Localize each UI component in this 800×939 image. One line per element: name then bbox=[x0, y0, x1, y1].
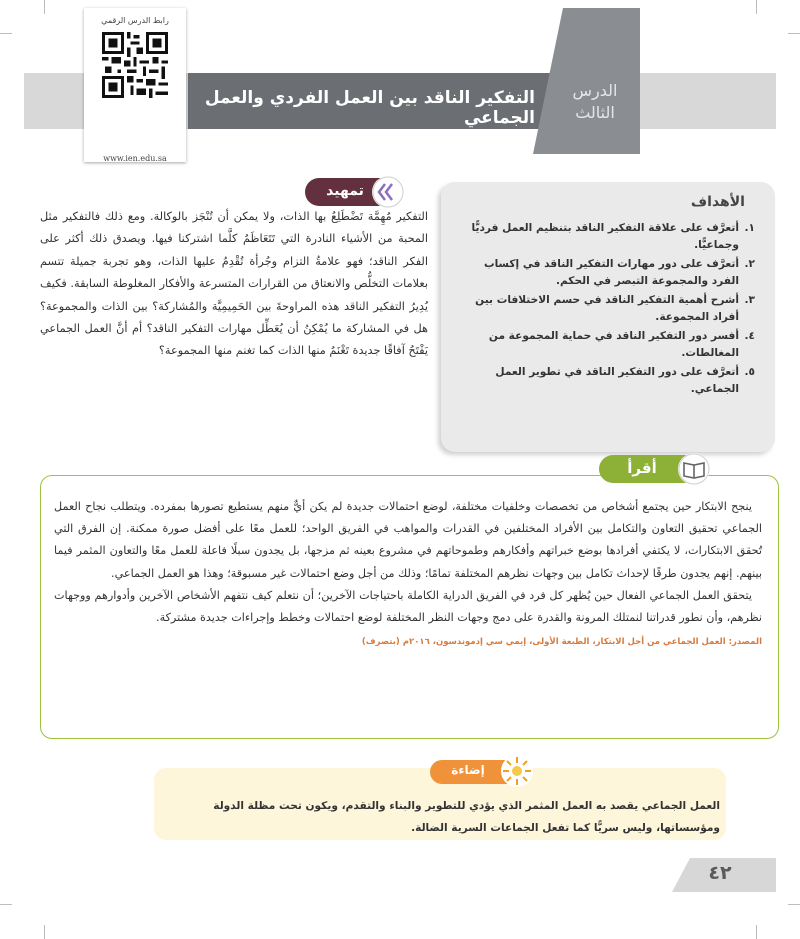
objective-item: ٢. أتعرَّف على دور مهارات التفكير الناقد في إكساب الفرد والمجموعة التبصر في الحكم. bbox=[483, 258, 755, 287]
crop-mark bbox=[756, 925, 757, 939]
qr-caption: رابط الدرس الرقمي bbox=[101, 16, 169, 25]
reading-source: المصدر: العمل الجماعي من أجل الابتكار، الطبعة الأولى، إيمي سي إدموندسون، ٢٠١٦م (بتصرف) bbox=[361, 637, 762, 648]
crop-mark bbox=[0, 904, 12, 905]
objective-item: ٥. أتعرَّف على دور التفكير الناقد في تطوير العمل الجماعي. bbox=[495, 366, 755, 395]
double-chevron-icon bbox=[372, 176, 404, 208]
crop-mark bbox=[44, 925, 45, 939]
lesson-label bbox=[560, 80, 630, 124]
objective-item: ١. أتعرَّف على علاقة التفكير الناقد بتنظيم العمل فرديًّا وجماعيًّا. bbox=[471, 222, 755, 251]
open-book-icon bbox=[678, 453, 710, 485]
qr-url[interactable]: www.ien.edu.sa bbox=[103, 154, 167, 163]
crop-mark bbox=[756, 0, 757, 14]
page-number: ٤٢ bbox=[708, 862, 732, 884]
objectives-title: الأهداف bbox=[690, 194, 745, 210]
objectives-list bbox=[459, 220, 755, 400]
crop-mark bbox=[0, 33, 12, 34]
spotlight-text: العمل الجماعي يقصد به العمل المثمر الذي يؤدي للتطوير والبناء والتقدم، ويكون تحت مظلة الدولة ومؤسساتها، وليس سريًّا كما تفعل الجماعات السرية الضالة. bbox=[213, 800, 720, 834]
lesson-label-line1: الدرس bbox=[572, 81, 618, 100]
objective-item: ٤. أفسر دور التفكير الناقد في حماية المجموعة من المغالطات. bbox=[488, 330, 755, 359]
objectives-box bbox=[441, 182, 775, 452]
reading-label: أقرأ bbox=[627, 459, 657, 477]
crop-mark bbox=[788, 904, 800, 905]
sunburst-icon bbox=[500, 754, 534, 788]
reading-paragraph: يتحقق العمل الجماعي الفعال حين يُظهر كل فرد في الفريق الدراية الكاملة باحتياجات الآخرين؛ أن نتعلم كيف نتفهم الأشخاص الآخرين وأدوارهم ووجهات نظرهم، وأن نطور قدراتنا لنمتلك المرونة والقدرة على دمج وجهات النظر المختلفة لوضع احتمالات وخطط وإجراءات جديدة مشتركة. bbox=[54, 588, 762, 625]
qr-code-icon[interactable] bbox=[102, 32, 168, 98]
intro-text: التفكير مُهِمَّة تَضْطَلِعُ بها الذات، ولا يمكن أن تُنْجَز بالوكالة. ومع ذلك فالتفكير مثل المحبة من الأشياء النادرة التي تَتَعَاظَمُ كلَّما اشتركنا فيها. ويصدق ذلك أكثر على الفكر الناقد؛ فهو علامةُ التزام وجُرأة تُقْدِمُ عليها الذات، وهو تجربة جميلة تتسم بعلامات التخلُّص والانعتاق من القرارات المتسرعة والأفكار المغلوطة السابقة. فكيف يُدِيرُ التفكير الناقد هذه المراوحةَ بين الحَمِيمِيَّة والمُشاركة؟ بين الذات والمجموعة؟ هل في المشاركة ما يُمْكِنُ أن يُعَطِّل مهارات التفكير الناقد؟ أم أنَّ العمل الجماعي يَفْتَحُ آفاقًا جديدة تَغْنَمُ منها الذات كما تغنم منها المجموعة؟ bbox=[40, 210, 428, 358]
crop-mark bbox=[44, 0, 45, 14]
intro-label: تمهيد bbox=[326, 183, 364, 199]
reading-paragraph: ينجح الابتكار حين يجتمع أشخاص من تخصصات وخلفيات مختلفة، لوضع احتمالات جديدة لم يكن أيٌّ منهم يستطيع تصورها بمفرده. ويتطلب نجاح العمل الجماعي تحقيق التعاون والتكامل بين الأفراد المختلفين في القدرات والمواهب في الفريق الواحد؛ للعمل معًا على أفضل صورة ممكنة. إن الفرق التي تُحقق الابتكارات، لا يكتفي أفرادها بوضع خبراتهم وأفكارهم وطموحاتهم في مشروع بعينه ثم مزجها، بل يجدون سبلًا فاعلة للعمل معًا والتعاون المثمر فيما بينهم. إنهم يجدون طرقًا لإحداث تكامل بين وجهات نظرهم المختلفة تمامًا؛ وذلك من أجل وضع احتمالات غير مسبوقة؛ وهذا هو العمل الجماعي. bbox=[54, 500, 762, 580]
lesson-label-line2: الثالث bbox=[575, 103, 615, 122]
reading-body bbox=[54, 496, 762, 653]
spotlight-label: إضاءة bbox=[451, 763, 485, 777]
objective-item: ٣. أشرح أهمية التفكير الناقد في حسم الاختلافات بين أفراد المجموعة. bbox=[475, 294, 755, 323]
crop-mark bbox=[788, 33, 800, 34]
qr-card[interactable] bbox=[84, 8, 186, 162]
lesson-title: التفكير الناقد بين العمل الفردي والعمل الجماعي bbox=[204, 88, 535, 128]
